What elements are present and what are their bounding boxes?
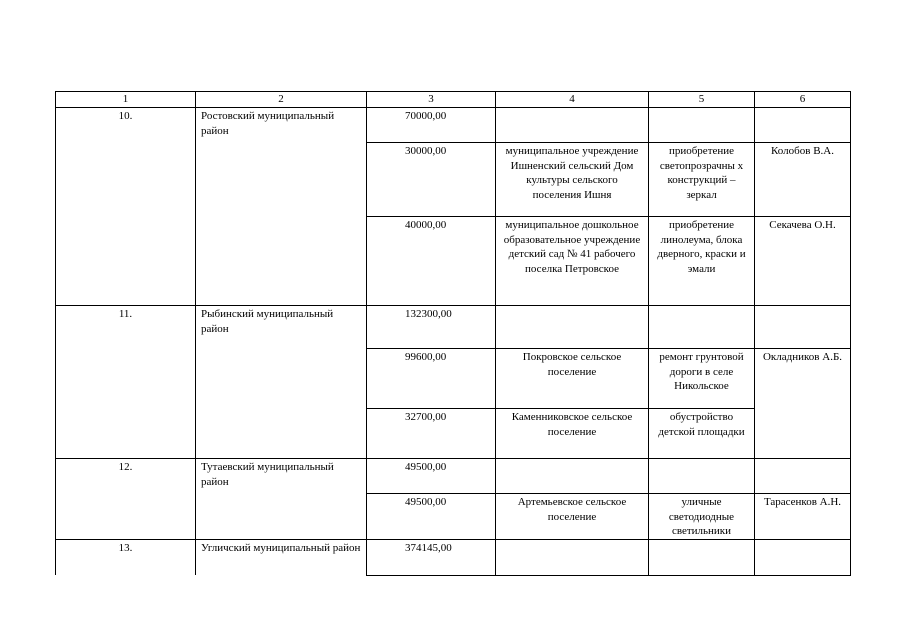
district-name: Рыбинский муниципальный район <box>196 306 367 459</box>
total-amount: 132300,00 <box>367 306 496 349</box>
row-number: 13. <box>56 539 196 575</box>
district-name: Угличский муниципальный район <box>196 539 367 575</box>
purpose: ремонт грунтовой дороги в селе Никольское <box>649 349 755 409</box>
total-amount: 49500,00 <box>367 459 496 494</box>
row-number: 11. <box>56 306 196 459</box>
column-number: 5 <box>649 92 755 108</box>
item-amount: 30000,00 <box>367 143 496 217</box>
table-row <box>56 108 851 143</box>
recipient: Артемьевское сельское поселение <box>496 494 649 540</box>
recipient: Покровское сельское поселение <box>496 349 649 409</box>
item-amount: 99600,00 <box>367 349 496 409</box>
responsible-person: Секачева О.Н. <box>755 217 851 306</box>
item-amount: 40000,00 <box>367 217 496 306</box>
purpose: обустройство детской площадки <box>649 409 755 459</box>
column-number: 6 <box>755 92 851 108</box>
total-amount: 70000,00 <box>367 108 496 143</box>
purpose: приобретение линолеума, блока дверного, краски и эмали <box>649 217 755 306</box>
responsible-person: Окладников А.Б. <box>755 349 851 459</box>
item-amount: 49500,00 <box>367 494 496 540</box>
column-number-row <box>56 92 851 108</box>
recipient: муниципальное учреждение Ишненский сельский Дом культуры сельского поселения Ишня <box>496 143 649 217</box>
recipient: муниципальное дошкольное образовательное учреждение детский сад № 41 рабочего поселка Петровское <box>496 217 649 306</box>
table-row <box>56 306 851 349</box>
table-row <box>56 459 851 494</box>
recipient: Каменниковское сельское поселение <box>496 409 649 459</box>
responsible-person: Колобов В.А. <box>755 143 851 217</box>
purpose: приобретение светопрозрачны х конструкций – зеркал <box>649 143 755 217</box>
column-number: 2 <box>196 92 367 108</box>
total-amount: 374145,00 <box>367 539 496 575</box>
row-number: 10. <box>56 108 196 306</box>
column-number: 4 <box>496 92 649 108</box>
row-number: 12. <box>56 459 196 540</box>
district-name: Тутаевский муниципальный район <box>196 459 367 540</box>
column-number: 1 <box>56 92 196 108</box>
column-number: 3 <box>367 92 496 108</box>
responsible-person: Тарасенков А.Н. <box>755 494 851 540</box>
district-name: Ростовский муниципальный район <box>196 108 367 306</box>
table-row <box>56 539 851 575</box>
allocation-table <box>55 91 851 576</box>
item-amount: 32700,00 <box>367 409 496 459</box>
purpose: уличные светодиодные светильники <box>649 494 755 540</box>
